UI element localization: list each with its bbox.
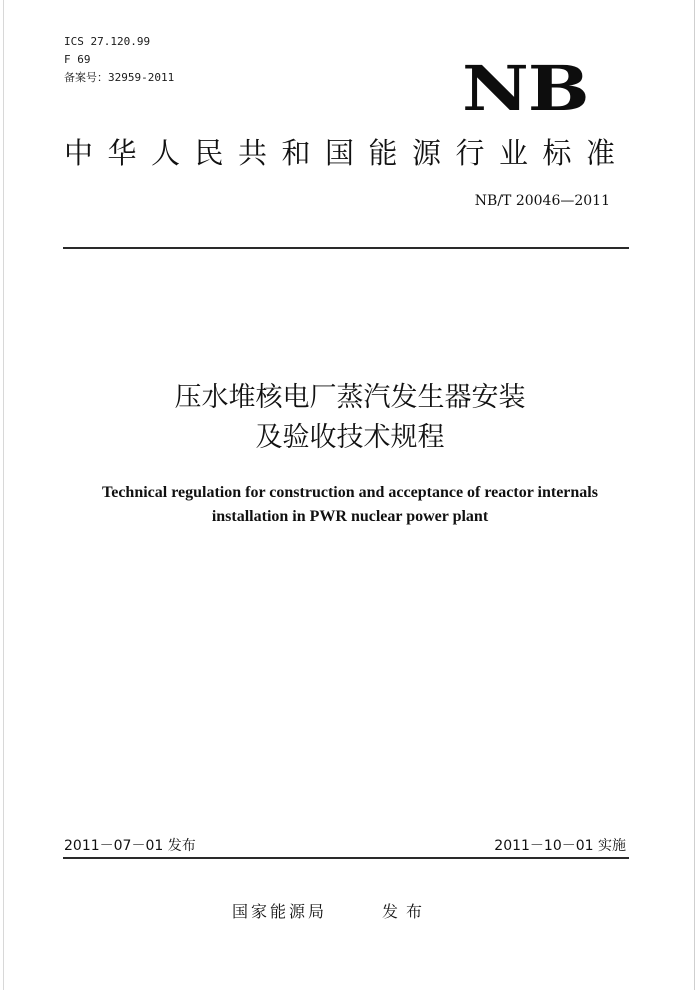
ics-code: ICS 27.120.99 (64, 35, 151, 48)
issuer-title: 中华人民共和国能源行业标准 (64, 136, 630, 170)
nb-logo: NB (462, 52, 589, 125)
publisher-name: 国家能源局 (232, 902, 328, 921)
implementation-date: 2011－10－01 实施 (494, 838, 626, 854)
classification-code: F 69 (64, 53, 91, 66)
title-chinese-line-1: 压水堆核电厂蒸汽发生器安装 (174, 382, 526, 413)
bottom-divider (63, 857, 629, 859)
standard-number: NB/T 20046—2011 (474, 193, 610, 209)
top-divider (63, 247, 629, 249)
title-english-line-1: Technical regulation for construction and acceptance of reactor internals (102, 484, 598, 501)
title-chinese-line-2: 及验收技术规程 (255, 422, 445, 453)
record-number: 备案号：32959-2011 (64, 71, 175, 84)
issue-date: 2011－07－01 发布 (64, 838, 196, 854)
publish-label: 发布 (382, 902, 431, 921)
title-english-line-2: installation in PWR nuclear power plant (211, 508, 489, 525)
